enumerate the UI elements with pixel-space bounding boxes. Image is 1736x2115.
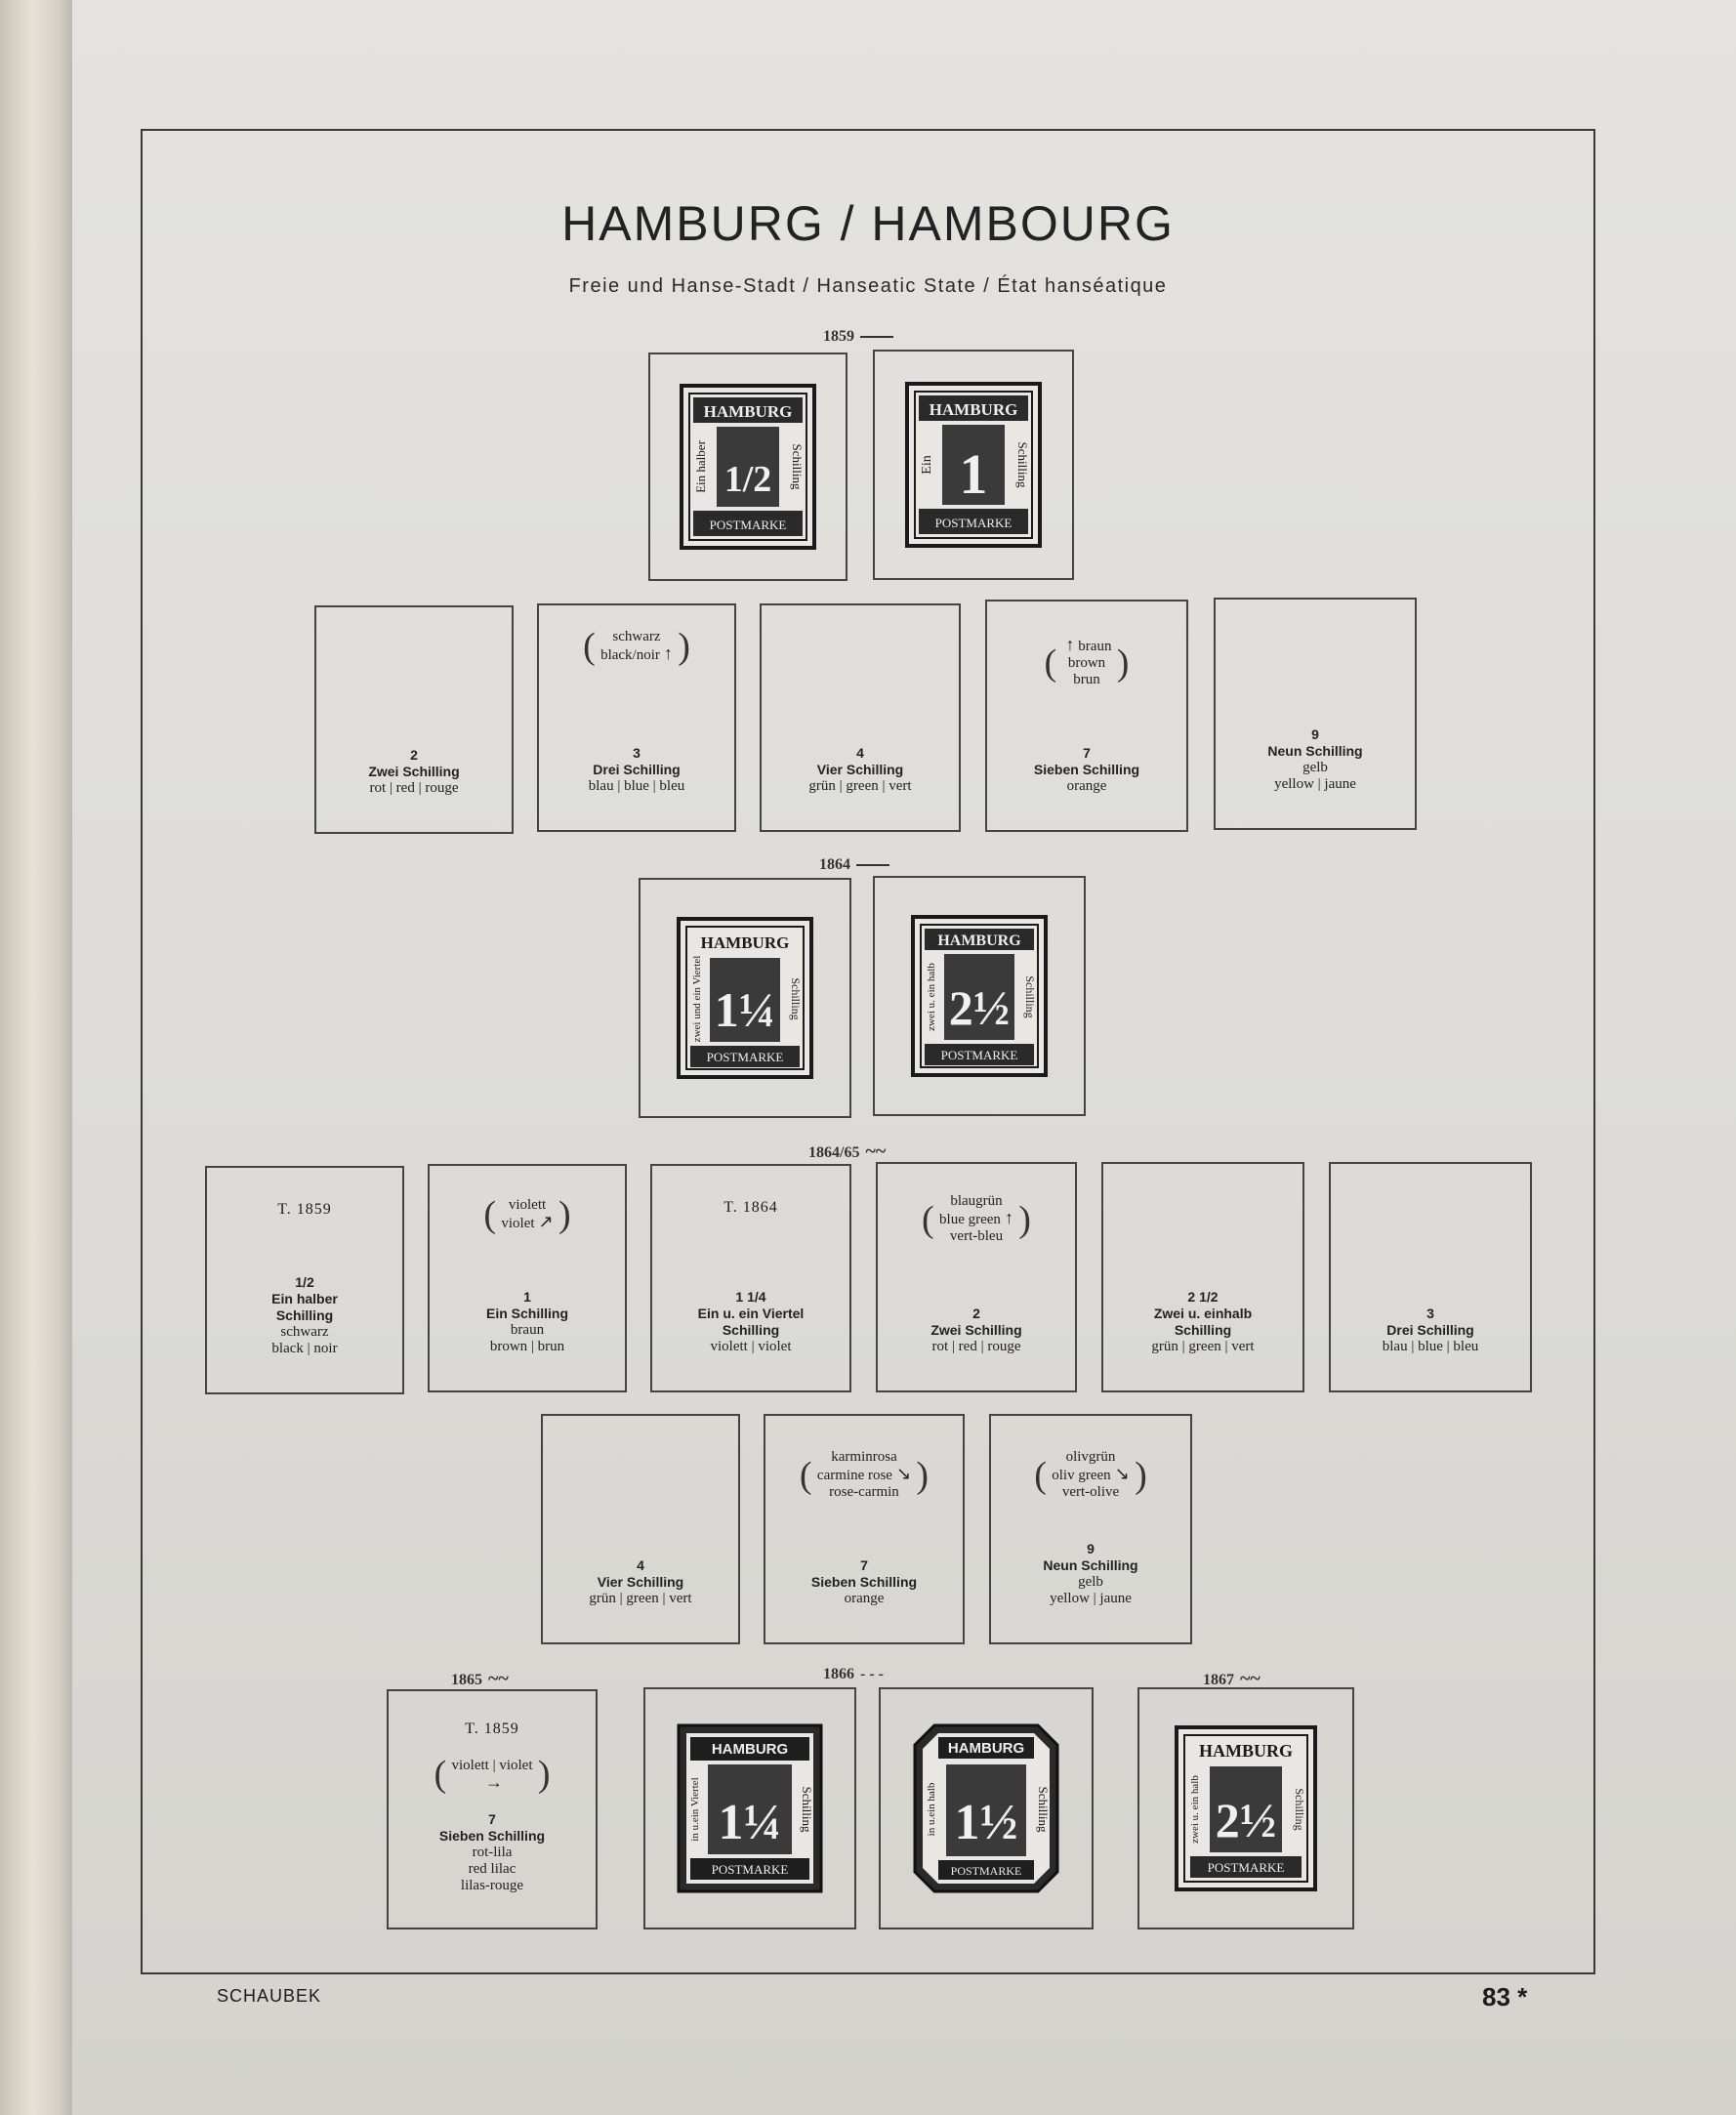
svg-text:zwei u. ein halb: zwei u. ein halb: [1189, 1775, 1201, 1844]
stamp-space-9-neun-schilling-b: [989, 1414, 1192, 1644]
stamp-space-7-sieben-schilling: [985, 600, 1188, 832]
svg-text:POSTMARKE: POSTMARKE: [1207, 1860, 1285, 1875]
type-reference: T. 1859: [465, 1721, 519, 1737]
svg-text:POSTMARKE: POSTMARKE: [711, 1862, 789, 1877]
arrow-diagonal-icon: ↗: [538, 1212, 554, 1231]
color-variant-note: ( olivgrün oliv green ↘ vert-olive ): [991, 1449, 1190, 1501]
svg-text:Ein halber: Ein halber: [693, 440, 708, 493]
svg-text:HAMBURG: HAMBURG: [703, 402, 793, 421]
stamp-space-7-sieben-schilling-b: [764, 1414, 965, 1644]
svg-text:HAMBURG: HAMBURG: [711, 1741, 789, 1758]
stamp-space-3-drei-schilling-b: [1329, 1162, 1532, 1392]
stamp-space-2-zwei-schilling: [314, 605, 514, 834]
color-variant-note: ( violett | violet → ): [389, 1758, 596, 1793]
publisher-name: SCHAUBEK: [217, 1986, 322, 2006]
stamp-space-1-2-ein-halber: [205, 1166, 404, 1394]
stamp-space-2-1-2-zwei-u-einhalb: [1101, 1162, 1304, 1392]
color-variant-note: ( blaugrün blue green ↑ vert-bleu ): [878, 1193, 1075, 1245]
color-variant-note: ( violett violet ↗ ): [430, 1197, 625, 1232]
svg-text:HAMBURG: HAMBURG: [929, 400, 1018, 419]
year-label-1866: 1866 - - -: [823, 1666, 884, 1682]
svg-text:2½: 2½: [948, 980, 1011, 1035]
arrow-down-right-icon: ↘: [895, 1464, 912, 1483]
svg-text:HAMBURG: HAMBURG: [1199, 1741, 1293, 1761]
svg-text:Schilling: Schilling: [1293, 1788, 1306, 1831]
stamp-space-9-neun-schilling: [1214, 598, 1417, 830]
color-variant-note: ( karminrosa carmine rose ↘ rose-carmin ): [765, 1449, 963, 1501]
year-label-1859: 1859: [823, 328, 893, 346]
stamp-space-7-sieben-schilling-1865: [387, 1689, 598, 1929]
svg-text:Schilling: Schilling: [790, 443, 805, 490]
svg-text:POSTMARKE: POSTMARKE: [950, 1864, 1022, 1878]
page-title: HAMBURG / HAMBOURG: [561, 196, 1175, 251]
svg-text:POSTMARKE: POSTMARKE: [709, 518, 787, 532]
stamp-caption: 3 Drei Schilling blau | blue | bleu: [1382, 1306, 1479, 1354]
svg-text:Schilling: Schilling: [800, 1786, 814, 1833]
svg-text:in u.ein halb: in u.ein halb: [926, 1782, 937, 1837]
stamp-caption: 3 Drei Schilling blau | blue | bleu: [588, 745, 685, 794]
svg-text:HAMBURG: HAMBURG: [700, 933, 790, 952]
year-label-1865: 1865 ~~: [451, 1668, 509, 1689]
type-reference: T. 1864: [723, 1199, 778, 1216]
stamp-space-1867-2-1-2: [1137, 1687, 1354, 1929]
stamp-image: [913, 1723, 1059, 1893]
svg-text:POSTMARKE: POSTMARKE: [940, 1048, 1018, 1062]
svg-text:Schilling: Schilling: [789, 977, 803, 1020]
stamp-image: [677, 917, 813, 1079]
stamp-caption: 4 Vier Schilling grün | green | vert: [589, 1557, 692, 1606]
album-spine: [0, 0, 72, 2115]
stamp-space-1864-2-1-2: [873, 876, 1086, 1116]
svg-text:HAMBURG: HAMBURG: [947, 1740, 1025, 1757]
svg-text:zwei und ein Viertel: zwei und ein Viertel: [691, 955, 703, 1043]
stamp-caption: 9 Neun Schilling gelb yellow | jaune: [1267, 726, 1363, 792]
page-number: 83 *: [1482, 1982, 1528, 2011]
stamp-image: [911, 915, 1048, 1077]
stamp-image: [680, 384, 816, 550]
svg-text:1¼: 1¼: [718, 1795, 782, 1850]
stamp-space-1859-one: [873, 350, 1074, 580]
stamp-caption: 2 1/2 Zwei u. einhalb Schilling grün | green | vert: [1151, 1289, 1255, 1354]
svg-text:POSTMARKE: POSTMARKE: [934, 516, 1013, 530]
stamp-space-4-vier-schilling-b: [541, 1414, 740, 1644]
stamp-caption: 7 Sieben Schilling orange: [1033, 745, 1140, 794]
stamp-space-4-vier-schilling: [760, 603, 961, 832]
arrow-down-right-icon: ↘: [1114, 1464, 1130, 1483]
stamp-space-3-drei-schilling: [537, 603, 736, 832]
color-variant-note: ( schwarz black/noir ↑ ): [539, 629, 734, 664]
type-reference: T. 1859: [277, 1201, 332, 1218]
arrow-right-icon: →: [485, 1772, 503, 1792]
svg-text:1/2: 1/2: [723, 459, 772, 500]
svg-text:in u.ein Viertel: in u.ein Viertel: [689, 1777, 701, 1842]
page-subtitle: Freie und Hanse-Stadt / Hanseatic State / État hanséatique: [568, 275, 1168, 297]
stamp-caption: 1 Ein Schilling braun brown | brun: [485, 1289, 568, 1354]
stamp-caption: 2 Zwei Schilling rot | red | rouge: [930, 1306, 1022, 1354]
stamp-caption: 4 Vier Schilling grün | green | vert: [808, 745, 912, 794]
svg-text:zwei u. ein halb: zwei u. ein halb: [926, 963, 937, 1031]
year-label-1864: 1864: [819, 856, 889, 874]
stamp-space-2-zwei-schilling-b: [876, 1162, 1077, 1392]
stamp-space-1866-1-1-2: [879, 1687, 1094, 1929]
svg-text:Schilling: Schilling: [1036, 1786, 1051, 1833]
stamp-space-1859-half: [648, 352, 847, 581]
arrow-up-icon: ↑: [663, 643, 673, 663]
stamp-space-1866-1-1-4: [643, 1687, 856, 1929]
stamp-space-1864-1-1-4: [639, 878, 851, 1118]
stamp-space-1-1-4-ein-u-ein-viertel: [650, 1164, 851, 1392]
stamp-caption: 7 Sieben Schilling orange: [810, 1557, 918, 1606]
svg-text:Schilling: Schilling: [1015, 441, 1030, 488]
stamp-caption: 7 Sieben Schilling rot-lila red lilac lilas-rouge: [438, 1811, 546, 1893]
svg-text:Ein: Ein: [920, 455, 934, 475]
stamp-caption: 1/2 Ein halber Schilling schwarz black | noir: [271, 1274, 338, 1356]
svg-text:POSTMARKE: POSTMARKE: [706, 1050, 784, 1064]
stamp-image: [905, 382, 1042, 548]
color-variant-note: ( ↑ braun brown brun ): [987, 637, 1186, 688]
svg-text:1½: 1½: [954, 1795, 1018, 1850]
stamp-caption: 1 1/4 Ein u. ein Viertel Schilling violett | violet: [697, 1289, 805, 1354]
year-label-1867: 1867 ~~: [1203, 1668, 1261, 1689]
arrow-up-icon: ↑: [1065, 635, 1075, 654]
stamp-caption: 2 Zwei Schilling rot | red | rouge: [368, 747, 460, 796]
svg-text:1¼: 1¼: [714, 982, 776, 1037]
stamp-image: [677, 1723, 823, 1893]
svg-text:2½: 2½: [1215, 1793, 1277, 1847]
stamp-caption: 9 Neun Schilling gelb yellow | jaune: [1043, 1541, 1138, 1606]
arrow-up-icon: ↑: [1004, 1208, 1013, 1227]
page-border: [141, 129, 1595, 1974]
svg-text:Schilling: Schilling: [1023, 975, 1037, 1018]
year-label-1864-65: 1864/65 ~~: [808, 1140, 887, 1162]
svg-text:1: 1: [959, 442, 988, 506]
stamp-space-1-ein-schilling: [428, 1164, 627, 1392]
stamp-image: [1175, 1725, 1317, 1891]
svg-text:HAMBURG: HAMBURG: [937, 933, 1021, 949]
